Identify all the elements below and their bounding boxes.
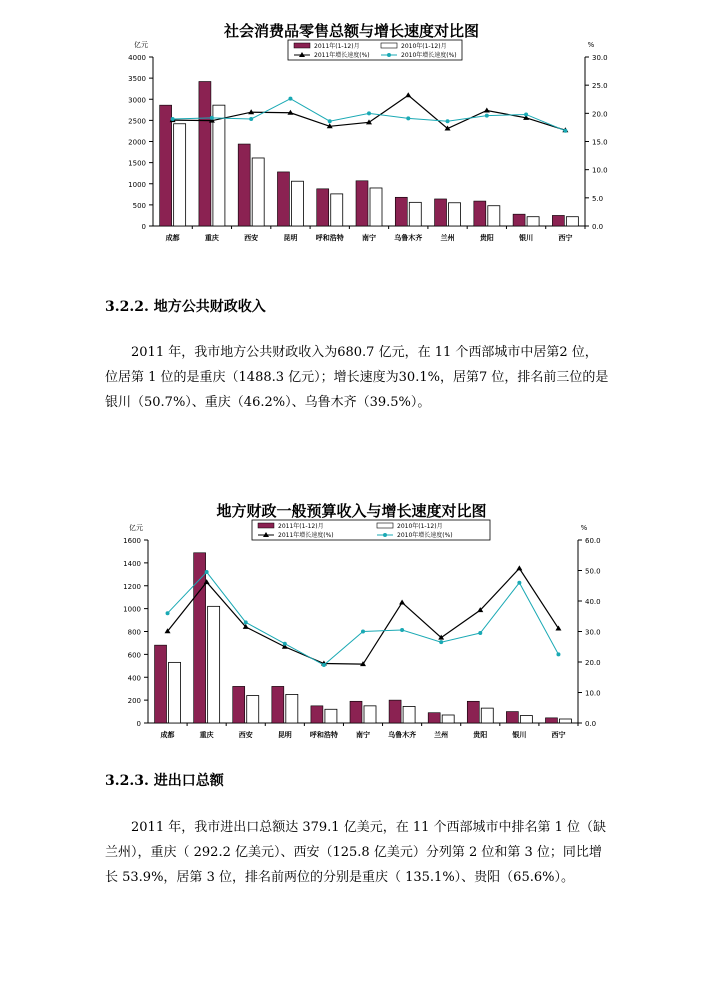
left-tick-label: 1000 — [128, 180, 146, 189]
bar-2010 — [208, 606, 220, 723]
right-tick-label: 30.0 — [592, 54, 608, 62]
legend-label-2011-bar: 2011年(1-12)月 — [278, 523, 324, 530]
right-tick-label: 40.0 — [585, 598, 601, 606]
category-label: 呼和浩特 — [309, 731, 338, 739]
category-label: 兰州 — [440, 234, 455, 242]
legend-label-2011-line: 2011年增长速度(%) — [314, 52, 370, 59]
category-label: 银川 — [512, 731, 527, 739]
section-heading-trade: 3.2.3. 进出口总额 — [105, 773, 224, 789]
legend-swatch-2010-bar — [377, 523, 393, 528]
left-tick-label: 4000 — [128, 54, 146, 62]
left-tick-label: 1200 — [123, 582, 141, 591]
growth-point-2010 — [205, 570, 209, 574]
growth-point-2010 — [283, 642, 287, 646]
category-label: 兰州 — [434, 731, 449, 739]
bar-2010 — [364, 706, 376, 723]
bar-2011 — [272, 686, 284, 723]
category-label: 呼和浩特 — [315, 234, 344, 242]
category-label: 成都 — [165, 234, 180, 242]
left-tick-label: 0 — [136, 720, 141, 728]
legend-label-2010-line: 2010年增长速度(%) — [397, 532, 453, 539]
category-label: 乌鲁木齐 — [394, 234, 423, 242]
bar-2010 — [325, 709, 337, 723]
category-label: 贵阳 — [479, 234, 494, 242]
right-tick-label: 10.0 — [592, 166, 608, 175]
bar-2010 — [481, 708, 493, 723]
left-unit-label: 亿元 — [129, 524, 143, 532]
category-label: 南宁 — [356, 731, 370, 739]
bar-2011 — [506, 712, 518, 723]
right-tick-label: 0.0 — [592, 223, 604, 231]
growth-point-2010 — [361, 630, 365, 634]
section-heading-finance: 3.2.2. 地方公共财政收入 — [105, 299, 266, 315]
left-tick-label: 1600 — [123, 537, 141, 545]
bar-2011 — [389, 700, 401, 723]
chart1-title: 社会消费品零售总额与增长速度对比图 — [223, 22, 479, 40]
growth-point-2010 — [478, 631, 482, 635]
legend-marker-2010-line — [383, 533, 387, 537]
growth-point-2010 — [322, 663, 326, 667]
category-label: 昆明 — [283, 234, 298, 242]
right-tick-label: 60.0 — [585, 537, 601, 545]
right-tick-label: 15.0 — [592, 138, 608, 147]
bar-2011 — [233, 686, 245, 723]
bar-2011 — [194, 553, 206, 723]
legend-label-2011-bar: 2011年(1-12)月 — [314, 43, 360, 50]
category-label: 昆明 — [277, 731, 292, 739]
growth-point-2010 — [517, 581, 521, 585]
bar-2010 — [286, 694, 298, 723]
right-tick-label: 10.0 — [585, 689, 601, 698]
bar-2011 — [428, 713, 440, 723]
section-paragraph-finance: 2011 年，我市地方公共财政收入为680.7 亿元，在 11 个西部城市中居第2 位，位居第 1 位的是重庆（1488.3 亿元）；增长速度为30.1%，居第7 位，排名前三位的是银川（50.7%）、重庆（46.2%）、乌鲁木齐（39.5%）。 — [105, 345, 609, 410]
category-label: 重庆 — [204, 234, 219, 242]
growth-point-2010 — [244, 620, 248, 624]
category-label: 乌鲁木齐 — [388, 731, 417, 739]
section-paragraph-trade: 2011 年，我市进出口总额达 379.1 亿美元，在 11 个西部城市中排名第 1 位（缺兰州），重庆（ 292.2 亿美元）、西安（125.8 亿美元）分列第 2 位和第 3 位；同比增长 53.9%，居第 3 位，排名前两位的分别是重庆（ 135.1%）、贵阳（65.6%）。 — [105, 820, 607, 885]
left-tick-label: 500 — [132, 201, 146, 210]
category-label: 银川 — [519, 234, 534, 242]
left-tick-label: 1500 — [128, 159, 146, 168]
growth-point-2011 — [399, 600, 405, 605]
category-label: 西安 — [244, 234, 259, 242]
bar-2010 — [442, 715, 454, 723]
growth-point-2010 — [439, 640, 443, 644]
right-unit-label: % — [580, 524, 588, 532]
growth-line-2010 — [168, 572, 559, 665]
legend-swatch-2011-bar — [258, 523, 274, 528]
bar-2011 — [311, 706, 323, 723]
left-tick-label: 200 — [127, 697, 141, 706]
left-tick-label: 0 — [141, 223, 146, 231]
left-tick-label: 800 — [127, 628, 141, 637]
growth-point-2010 — [166, 611, 170, 615]
category-label: 西宁 — [551, 731, 566, 739]
left-tick-label: 2500 — [128, 117, 146, 126]
category-label: 西安 — [238, 731, 253, 739]
growth-point-2010 — [556, 652, 560, 656]
bar-2010 — [403, 706, 415, 723]
right-tick-label: 50.0 — [585, 567, 601, 576]
left-tick-label: 1000 — [123, 605, 141, 614]
left-tick-label: 600 — [127, 651, 141, 660]
right-tick-label: 30.0 — [585, 628, 601, 637]
bar-2011 — [467, 701, 479, 723]
growth-point-2010 — [400, 628, 404, 632]
category-label: 西宁 — [558, 234, 573, 242]
chart2-title: 地方财政一般预算收入与增长速度对比图 — [216, 502, 487, 520]
legend-label-2010-line: 2010年增长速度(%) — [401, 52, 457, 59]
bar-2010 — [247, 696, 259, 723]
bar-2010 — [169, 662, 181, 723]
right-tick-label: 20.0 — [592, 110, 608, 119]
left-tick-label: 3500 — [128, 75, 146, 84]
right-tick-label: 20.0 — [585, 659, 601, 667]
right-tick-label: 5.0 — [592, 194, 604, 203]
left-tick-label: 1400 — [123, 559, 141, 568]
legend-label-2010-bar: 2010年(1-12)月 — [397, 523, 443, 530]
category-label: 重庆 — [199, 731, 214, 739]
left-tick-label: 400 — [127, 674, 141, 683]
bar-2011 — [545, 718, 557, 723]
bar-2010 — [559, 719, 571, 723]
right-unit-label: % — [587, 41, 595, 49]
bar-2010 — [520, 716, 532, 723]
legend-label-2010-bar: 2010年(1-12)月 — [401, 43, 447, 50]
growth-line-2011 — [168, 568, 559, 664]
category-label: 贵阳 — [473, 731, 488, 739]
left-tick-label: 3000 — [128, 96, 146, 105]
growth-point-2011 — [516, 565, 522, 570]
bar-2011 — [155, 645, 167, 723]
right-tick-label: 25.0 — [592, 82, 608, 91]
bar-2011 — [350, 701, 362, 723]
left-unit-label: 亿元 — [134, 41, 148, 49]
right-tick-label: 0.0 — [585, 720, 597, 728]
category-label: 成都 — [160, 731, 175, 739]
left-tick-label: 2000 — [128, 138, 146, 147]
category-label: 南宁 — [362, 234, 376, 242]
legend-label-2011-line: 2011年增长速度(%) — [278, 532, 334, 539]
